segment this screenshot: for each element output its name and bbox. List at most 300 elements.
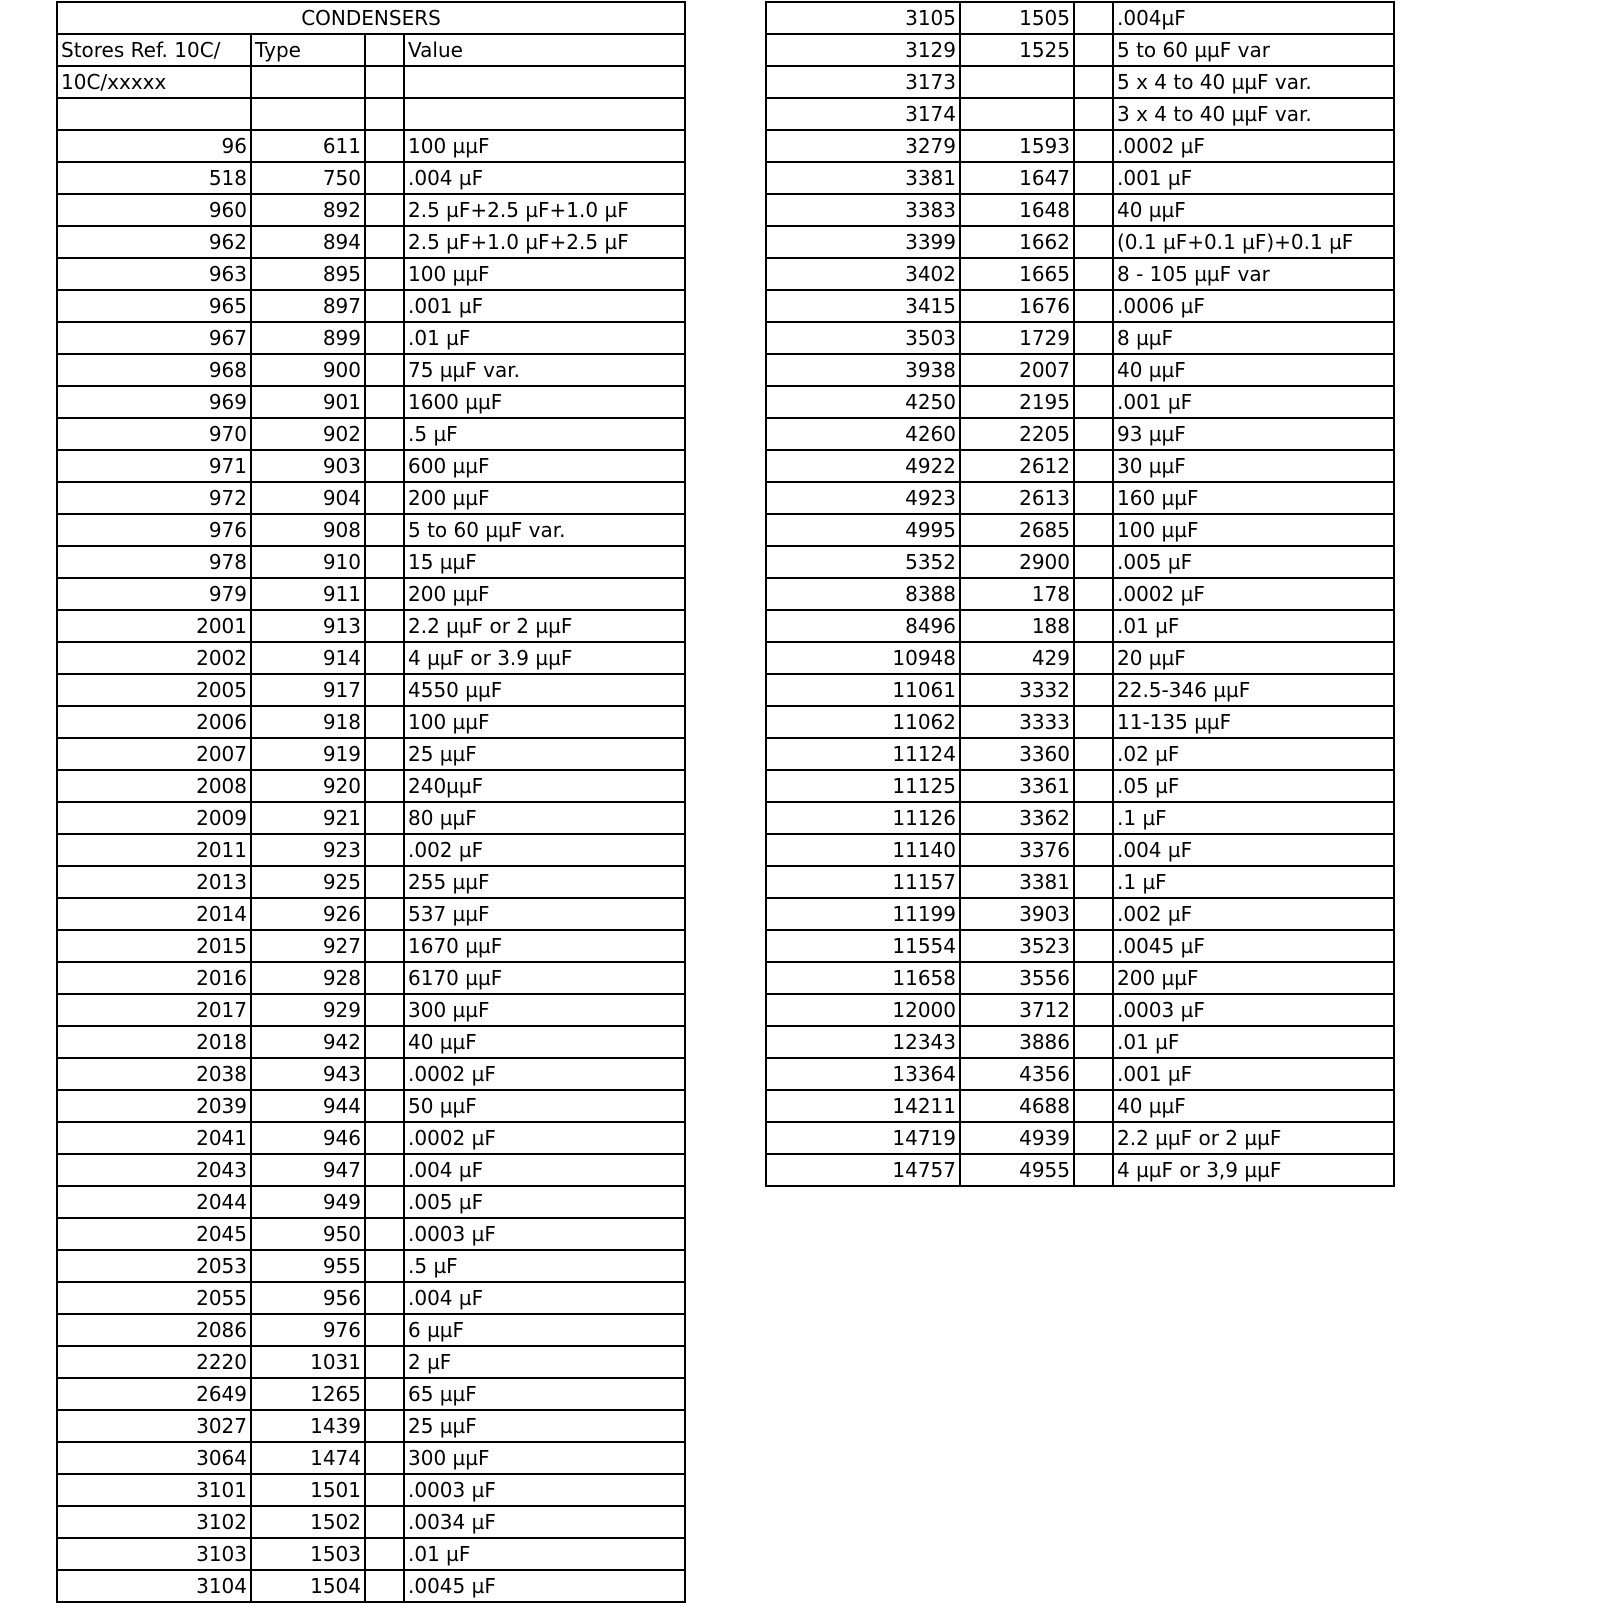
stores-ref-cell: 3129 (766, 34, 960, 66)
stores-ref-cell: 3383 (766, 194, 960, 226)
value-cell: .002 µF (1113, 898, 1394, 930)
blank-cell (1074, 1154, 1113, 1186)
stores-ref-cell: 972 (57, 482, 251, 514)
type-cell: 1647 (960, 162, 1074, 194)
type-cell: 1474 (251, 1442, 365, 1474)
value-header: Value (404, 34, 685, 66)
value-cell: .01 µF (1113, 1026, 1394, 1058)
spacer-row (57, 98, 685, 130)
type-cell: 3523 (960, 930, 1074, 962)
table-row (57, 1410, 685, 1442)
type-cell: 942 (251, 1026, 365, 1058)
type-cell: 1265 (251, 1378, 365, 1410)
type-cell: 899 (251, 322, 365, 354)
table-row (57, 418, 685, 450)
table-row (57, 1186, 685, 1218)
blank-cell (1074, 642, 1113, 674)
value-cell: 11-135 µµF (1113, 706, 1394, 738)
table-row (57, 802, 685, 834)
blank-cell (365, 1538, 404, 1570)
value-cell: .0003 µF (404, 1474, 685, 1506)
type-cell: 178 (960, 578, 1074, 610)
table-row (57, 1538, 685, 1570)
stores-ref-cell: 968 (57, 354, 251, 386)
table-row (57, 130, 685, 162)
value-cell: 100 µµF (404, 706, 685, 738)
stores-ref-cell: 2013 (57, 866, 251, 898)
value-cell: 6170 µµF (404, 962, 685, 994)
value-cell: 1670 µµF (404, 930, 685, 962)
value-cell: 1600 µµF (404, 386, 685, 418)
stores-ref-cell: 2220 (57, 1346, 251, 1378)
type-cell: 918 (251, 706, 365, 738)
blank-cell (365, 1346, 404, 1378)
type-cell: 3886 (960, 1026, 1074, 1058)
blank-cell (1074, 1122, 1113, 1154)
type-cell: 1501 (251, 1474, 365, 1506)
table-row (766, 2, 1394, 34)
type-cell: 4955 (960, 1154, 1074, 1186)
value-cell: 20 µµF (1113, 642, 1394, 674)
blank-cell (1074, 994, 1113, 1026)
blank-cell (365, 706, 404, 738)
stores-ref-cell: 3415 (766, 290, 960, 322)
value-cell: 240µµF (404, 770, 685, 802)
type-cell: 926 (251, 898, 365, 930)
value-cell: .0045 µF (1113, 930, 1394, 962)
table-row (766, 450, 1394, 482)
type-cell: 1662 (960, 226, 1074, 258)
blank-cell (365, 642, 404, 674)
type-cell: 904 (251, 482, 365, 514)
type-cell: 3376 (960, 834, 1074, 866)
value-cell: .01 µF (404, 1538, 685, 1570)
value-cell: .02 µF (1113, 738, 1394, 770)
stores-ref-cell: 3103 (57, 1538, 251, 1570)
empty-cell (404, 66, 685, 98)
stores-ref-cell: 2043 (57, 1154, 251, 1186)
type-cell: 903 (251, 450, 365, 482)
type-cell: 4356 (960, 1058, 1074, 1090)
stores-ref-cell: 2008 (57, 770, 251, 802)
type-cell: 910 (251, 546, 365, 578)
stores-ref-cell: 4995 (766, 514, 960, 546)
blank-cell (365, 450, 404, 482)
blank-header-cell (365, 34, 404, 66)
condensers-table-right (765, 1, 1395, 1187)
table-row (57, 1570, 685, 1602)
type-cell: 1439 (251, 1410, 365, 1442)
blank-cell (1074, 194, 1113, 226)
stores-ref-cell: 11124 (766, 738, 960, 770)
table-row (57, 866, 685, 898)
type-cell: 901 (251, 386, 365, 418)
type-cell: 897 (251, 290, 365, 322)
blank-cell (365, 258, 404, 290)
value-cell: 2 µF (404, 1346, 685, 1378)
value-cell: 100 µµF (404, 258, 685, 290)
value-cell: 200 µµF (1113, 962, 1394, 994)
type-cell: 3712 (960, 994, 1074, 1026)
blank-cell (1074, 706, 1113, 738)
blank-cell (365, 130, 404, 162)
stores-ref-cell: 3027 (57, 1410, 251, 1442)
blank-cell (365, 290, 404, 322)
blank-cell (365, 322, 404, 354)
type-header: Type (251, 34, 365, 66)
type-cell: 921 (251, 802, 365, 834)
stores-ref-cell: 2055 (57, 1282, 251, 1314)
blank-cell (1074, 450, 1113, 482)
blank-cell (1074, 1058, 1113, 1090)
value-cell: .0002 µF (404, 1058, 685, 1090)
value-cell: .0002 µF (1113, 130, 1394, 162)
table-title: CONDENSERS (57, 2, 685, 34)
value-cell: .0045 µF (404, 1570, 685, 1602)
stores-ref-cell: 2041 (57, 1122, 251, 1154)
value-cell: .004 µF (404, 1282, 685, 1314)
blank-cell (1074, 386, 1113, 418)
value-cell: .01 µF (1113, 610, 1394, 642)
value-cell: 8 µµF (1113, 322, 1394, 354)
value-cell: 4 µµF or 3.9 µµF (404, 642, 685, 674)
blank-cell (365, 610, 404, 642)
stores-ref-cell: 3104 (57, 1570, 251, 1602)
stores-ref-cell: 2007 (57, 738, 251, 770)
blank-cell (365, 1186, 404, 1218)
type-cell: 947 (251, 1154, 365, 1186)
blank-cell (1074, 162, 1113, 194)
type-cell: 3903 (960, 898, 1074, 930)
blank-cell (365, 674, 404, 706)
value-cell: .0006 µF (1113, 290, 1394, 322)
value-cell: 4 µµF or 3,9 µµF (1113, 1154, 1394, 1186)
type-cell: 1504 (251, 1570, 365, 1602)
table-row (766, 482, 1394, 514)
value-cell: .004 µF (1113, 834, 1394, 866)
table-row (766, 386, 1394, 418)
table-row (57, 1474, 685, 1506)
stores-ref-cell: 13364 (766, 1058, 960, 1090)
stores-ref-cell: 5352 (766, 546, 960, 578)
stores-ref-header: Stores Ref. 10C/ (57, 34, 251, 66)
blank-cell (365, 1314, 404, 1346)
stores-ref-cell: 2001 (57, 610, 251, 642)
table-row (57, 1346, 685, 1378)
blank-cell (1074, 802, 1113, 834)
table-row (57, 546, 685, 578)
value-cell: .001 µF (404, 290, 685, 322)
blank-cell (1074, 866, 1113, 898)
stores-ref-cell: 3173 (766, 66, 960, 98)
value-cell: .0034 µF (404, 1506, 685, 1538)
table-row (766, 194, 1394, 226)
stores-ref-cell: 11140 (766, 834, 960, 866)
type-cell: 2613 (960, 482, 1074, 514)
blank-cell (365, 1282, 404, 1314)
table-row (766, 738, 1394, 770)
type-cell: 3556 (960, 962, 1074, 994)
type-cell: 955 (251, 1250, 365, 1282)
stores-ref-cell: 3503 (766, 322, 960, 354)
value-cell: 40 µµF (1113, 354, 1394, 386)
value-cell: 25 µµF (404, 738, 685, 770)
blank-cell (365, 546, 404, 578)
type-cell: 929 (251, 994, 365, 1026)
table-row (57, 1506, 685, 1538)
type-cell: 4688 (960, 1090, 1074, 1122)
blank-cell (1074, 898, 1113, 930)
blank-cell (365, 866, 404, 898)
blank-cell (1074, 1026, 1113, 1058)
table-row (57, 738, 685, 770)
value-cell: .002 µF (404, 834, 685, 866)
stores-ref-cell: 3279 (766, 130, 960, 162)
type-cell: 944 (251, 1090, 365, 1122)
stores-ref-cell: 4250 (766, 386, 960, 418)
blank-cell (365, 898, 404, 930)
table-row (766, 706, 1394, 738)
type-cell: 1648 (960, 194, 1074, 226)
table-row (57, 354, 685, 386)
stores-ref-cell: 971 (57, 450, 251, 482)
type-cell: 894 (251, 226, 365, 258)
stores-ref-cell: 8388 (766, 578, 960, 610)
empty-cell (57, 98, 251, 130)
blank-cell (365, 1410, 404, 1442)
stores-ref-cell: 2005 (57, 674, 251, 706)
type-cell: 750 (251, 162, 365, 194)
stores-ref-cell: 965 (57, 290, 251, 322)
table-row (766, 98, 1394, 130)
value-cell: .0002 µF (404, 1122, 685, 1154)
stores-ref-cell: 2002 (57, 642, 251, 674)
value-cell: 15 µµF (404, 546, 685, 578)
stores-ref-cell: 978 (57, 546, 251, 578)
table-row (766, 290, 1394, 322)
blank-cell (365, 1506, 404, 1538)
type-cell: 429 (960, 642, 1074, 674)
table-row (766, 962, 1394, 994)
blank-cell (365, 514, 404, 546)
stores-ref-cell: 970 (57, 418, 251, 450)
type-cell: 908 (251, 514, 365, 546)
table-row (57, 1282, 685, 1314)
table-row (766, 674, 1394, 706)
value-cell: .004 µF (404, 1154, 685, 1186)
value-cell: .0003 µF (1113, 994, 1394, 1026)
table-row (766, 770, 1394, 802)
blank-cell (1074, 226, 1113, 258)
value-cell: 255 µµF (404, 866, 685, 898)
value-cell: 50 µµF (404, 1090, 685, 1122)
blank-cell (1074, 834, 1113, 866)
blank-cell (365, 386, 404, 418)
value-cell: 2.2 µµF or 2 µµF (1113, 1122, 1394, 1154)
blank-cell (1074, 98, 1113, 130)
value-cell: .5 µF (404, 418, 685, 450)
type-cell: 1502 (251, 1506, 365, 1538)
table-row (766, 994, 1394, 1026)
type-cell: 2612 (960, 450, 1074, 482)
value-cell: 300 µµF (404, 994, 685, 1026)
value-cell: 2.5 µF+1.0 µF+2.5 µF (404, 226, 685, 258)
table-row (766, 1058, 1394, 1090)
table-row (57, 1218, 685, 1250)
blank-cell (365, 1154, 404, 1186)
blank-cell (365, 1122, 404, 1154)
type-cell: 946 (251, 1122, 365, 1154)
stores-ref-cell: 2014 (57, 898, 251, 930)
header-row (57, 34, 685, 66)
type-cell: 928 (251, 962, 365, 994)
value-cell: .01 µF (404, 322, 685, 354)
type-cell: 1031 (251, 1346, 365, 1378)
value-cell: .1 µF (1113, 802, 1394, 834)
table-row (57, 1026, 685, 1058)
type-cell: 892 (251, 194, 365, 226)
value-cell: 600 µµF (404, 450, 685, 482)
stores-ref-cell: 3402 (766, 258, 960, 290)
stores-ref-cell: 8496 (766, 610, 960, 642)
table-row (57, 706, 685, 738)
blank-cell (1074, 258, 1113, 290)
stores-ref-cell: 2649 (57, 1378, 251, 1410)
stores-ref-cell: 3174 (766, 98, 960, 130)
table-row (57, 322, 685, 354)
stores-ref-cell: 14757 (766, 1154, 960, 1186)
stores-ref-cell: 11199 (766, 898, 960, 930)
value-cell: .001 µF (1113, 1058, 1394, 1090)
blank-cell (1074, 322, 1113, 354)
value-cell: 160 µµF (1113, 482, 1394, 514)
value-cell: 300 µµF (404, 1442, 685, 1474)
table-row (57, 898, 685, 930)
stores-ref-cell: 2039 (57, 1090, 251, 1122)
value-cell: .0003 µF (404, 1218, 685, 1250)
blank-cell (365, 930, 404, 962)
stores-ref-cell: 11125 (766, 770, 960, 802)
blank-cell (1074, 130, 1113, 162)
type-cell: 1505 (960, 2, 1074, 34)
value-cell: .05 µF (1113, 770, 1394, 802)
type-cell: 950 (251, 1218, 365, 1250)
type-cell: 1676 (960, 290, 1074, 322)
stores-ref-cell: 14211 (766, 1090, 960, 1122)
blank-cell (365, 578, 404, 610)
type-cell: 925 (251, 866, 365, 898)
stores-ref-format: 10C/xxxxx (57, 66, 251, 98)
table-row (766, 1026, 1394, 1058)
table-row (766, 514, 1394, 546)
blank-cell (365, 1218, 404, 1250)
stores-ref-cell: 2017 (57, 994, 251, 1026)
type-cell: 2900 (960, 546, 1074, 578)
value-cell: 537 µµF (404, 898, 685, 930)
table-row (57, 1378, 685, 1410)
table-row (57, 578, 685, 610)
blank-cell (365, 194, 404, 226)
stores-ref-cell: 3381 (766, 162, 960, 194)
table-row (766, 642, 1394, 674)
type-cell: 1503 (251, 1538, 365, 1570)
value-cell: .5 µF (404, 1250, 685, 1282)
value-cell: .001 µF (1113, 386, 1394, 418)
stores-ref-cell: 518 (57, 162, 251, 194)
table-row (57, 1154, 685, 1186)
blank-cell (1074, 2, 1113, 34)
type-cell: 3333 (960, 706, 1074, 738)
table-row (766, 898, 1394, 930)
blank-cell (1074, 290, 1113, 322)
table-row (766, 1122, 1394, 1154)
table-row (57, 162, 685, 194)
blank-cell (1074, 674, 1113, 706)
stores-ref-cell: 11157 (766, 866, 960, 898)
blank-cell (1074, 514, 1113, 546)
blank-cell (1074, 930, 1113, 962)
value-cell: 100 µµF (1113, 514, 1394, 546)
type-cell: 4939 (960, 1122, 1074, 1154)
condensers-table-left (56, 1, 686, 1603)
value-cell: (0.1 µF+0.1 µF)+0.1 µF (1113, 226, 1394, 258)
value-cell: 6 µµF (404, 1314, 685, 1346)
type-cell: 3381 (960, 866, 1074, 898)
table-row (57, 386, 685, 418)
blank-cell (365, 1474, 404, 1506)
table-row (766, 162, 1394, 194)
stores-ref-cell: 12343 (766, 1026, 960, 1058)
blank-cell (365, 834, 404, 866)
stores-ref-cell: 2015 (57, 930, 251, 962)
stores-ref-cell: 969 (57, 386, 251, 418)
value-cell: 30 µµF (1113, 450, 1394, 482)
type-cell: 1665 (960, 258, 1074, 290)
type-cell: 2195 (960, 386, 1074, 418)
left-table-body (57, 2, 685, 1602)
value-cell: .005 µF (404, 1186, 685, 1218)
stores-ref-cell: 2016 (57, 962, 251, 994)
table-row (766, 418, 1394, 450)
stores-ref-cell: 3938 (766, 354, 960, 386)
stores-ref-cell: 12000 (766, 994, 960, 1026)
table-row (766, 1090, 1394, 1122)
stores-ref-cell: 960 (57, 194, 251, 226)
blank-cell (1074, 482, 1113, 514)
value-cell: 2.2 µµF or 2 µµF (404, 610, 685, 642)
table-row (57, 770, 685, 802)
type-cell: 895 (251, 258, 365, 290)
stores-ref-cell: 963 (57, 258, 251, 290)
type-cell: 902 (251, 418, 365, 450)
value-cell: 100 µµF (404, 130, 685, 162)
stores-ref-cell: 4923 (766, 482, 960, 514)
empty-cell (251, 98, 365, 130)
value-cell: 5 x 4 to 40 µµF var. (1113, 66, 1394, 98)
blank-cell (1074, 738, 1113, 770)
blank-cell (365, 418, 404, 450)
type-cell: 1593 (960, 130, 1074, 162)
title-row (57, 2, 685, 34)
type-cell: 917 (251, 674, 365, 706)
value-cell: 40 µµF (1113, 194, 1394, 226)
table-row (57, 514, 685, 546)
value-cell: 40 µµF (404, 1026, 685, 1058)
value-cell: 5 to 60 µµF var (1113, 34, 1394, 66)
stores-ref-cell: 2009 (57, 802, 251, 834)
value-cell: 8 - 105 µµF var (1113, 258, 1394, 290)
blank-cell (365, 738, 404, 770)
